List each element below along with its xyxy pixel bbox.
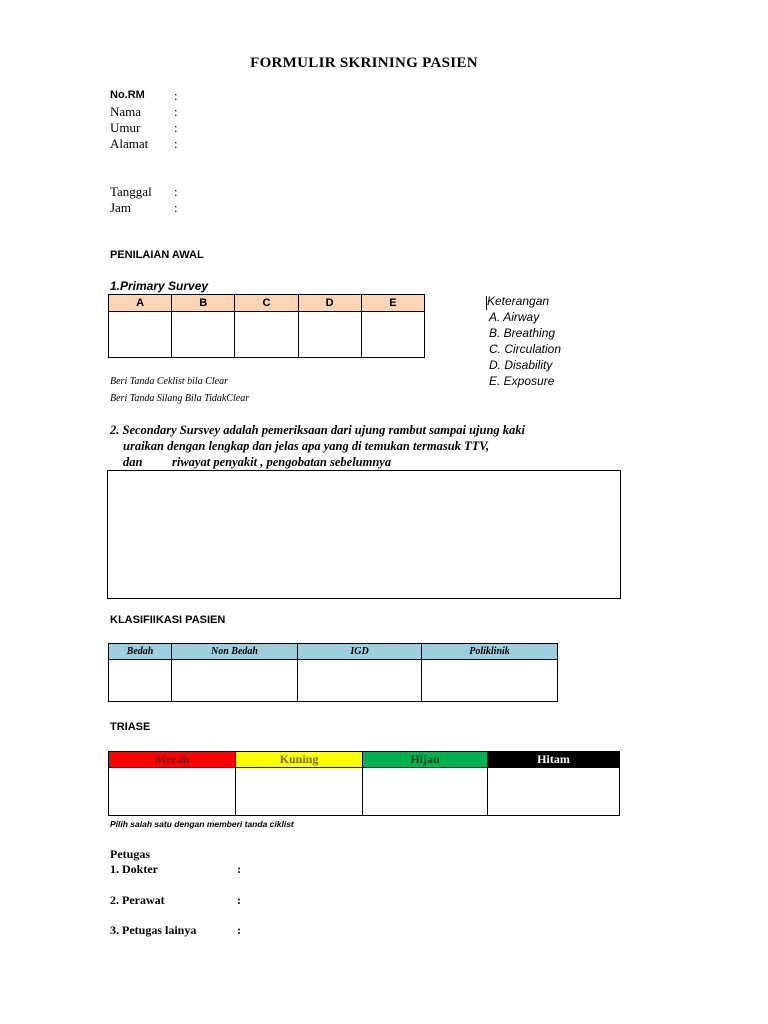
field-colon: : [174, 88, 178, 103]
triase-header-merah: Merah [109, 752, 236, 768]
ps-header-b: B [172, 295, 235, 312]
kl-cell-non-bedah[interactable] [172, 660, 298, 702]
secondary-survey-textbox[interactable] [107, 470, 621, 599]
petugas-perawat-label: 2. Perawat [110, 893, 165, 907]
ps-note-not-clear: Beri Tanda Silang Bila TidakClear [110, 393, 250, 404]
kl-header-igd: IGD [298, 644, 422, 660]
ps-cell-b[interactable] [172, 312, 235, 358]
primary-survey-table [108, 294, 425, 358]
field-colon: : [174, 136, 178, 151]
kl-cell-poliklinik[interactable] [422, 660, 558, 702]
petugas-colon: : [237, 862, 241, 876]
keterangan-title: Keterangan [487, 294, 550, 308]
kl-header-non-bedah: Non Bedah [172, 644, 298, 660]
field-label-umur: Umur [110, 120, 141, 135]
field-colon: : [174, 120, 178, 135]
triase-note: Pilih salah satu dengan memberi tanda ciklist [110, 819, 294, 829]
ps-note-clear: Beri Tanda Ceklist bila Clear [110, 376, 228, 387]
field-colon: : [174, 184, 178, 199]
ps-cell-d[interactable] [298, 312, 361, 358]
field-label-alamat: Alamat [110, 136, 149, 151]
ps-header-e: E [361, 295, 424, 312]
petugas-colon: : [237, 923, 241, 937]
ps-cell-a[interactable] [109, 312, 172, 358]
petugas-heading: Petugas [110, 847, 150, 861]
petugas-colon: : [237, 893, 241, 907]
triase-cell-hitam[interactable] [488, 768, 620, 816]
kl-cell-igd[interactable] [298, 660, 422, 702]
triase-heading: TRIASE [110, 721, 151, 733]
secondary-survey-line1: 2. Secondary Sursvey adalah pemeriksaan dari ujung rambut sampai ujung kaki [110, 423, 526, 437]
triase-header-hijau: Hijau [363, 752, 488, 768]
triase-header-hitam: Hitam [488, 752, 620, 768]
ps-header-c: C [235, 295, 298, 312]
ps-header-d: D [298, 295, 361, 312]
field-label-tanggal: Tanggal [110, 184, 152, 199]
keterangan-item-circulation: C. Circulation [489, 342, 562, 356]
field-colon: : [174, 104, 178, 119]
ps-header-a: A [109, 295, 172, 312]
keterangan-item-disability: D. Disability [489, 358, 553, 372]
keterangan-item-airway: A. Airway [489, 310, 540, 324]
kl-header-poliklinik: Poliklinik [422, 644, 558, 660]
kl-header-bedah: Bedah [109, 644, 172, 660]
kl-cell-bedah[interactable] [109, 660, 172, 702]
form-title: FORMULIR SKRINING PASIEN [250, 55, 478, 71]
keterangan-item-breathing: B. Breathing [489, 326, 556, 340]
field-colon: : [174, 200, 178, 215]
secondary-survey-line3-dan: dan [123, 455, 143, 469]
petugas-dokter-label: 1. Dokter [110, 862, 158, 876]
keterangan-item-exposure: E. Exposure [489, 374, 555, 388]
triase-cell-merah[interactable] [109, 768, 236, 816]
klasifikasi-heading: KLASIFIIKASI PASIEN [110, 614, 226, 626]
field-label-nama: Nama [110, 104, 142, 119]
secondary-survey-line2: uraikan dengan lengkap dan jelas apa yang di temukan termasuk TTV, [123, 439, 490, 453]
secondary-survey-line3: riwayat penyakit , pengobatan sebelumnya [172, 455, 392, 469]
klasifikasi-table [108, 643, 558, 702]
ps-cell-e[interactable] [361, 312, 424, 358]
primary-survey-heading: 1.Primary Survey [110, 279, 209, 293]
petugas-lainya-label: 3. Petugas lainya [110, 923, 197, 937]
triase-cell-hijau[interactable] [363, 768, 488, 816]
triase-table [108, 751, 620, 816]
field-label-jam: Jam [110, 200, 131, 215]
ps-cell-c[interactable] [235, 312, 298, 358]
penilaian-awal-heading: PENILAIAN AWAL [110, 249, 204, 261]
field-label-norm: No.RM [110, 89, 145, 101]
triase-header-kuning: Kuning [236, 752, 363, 768]
triase-cell-kuning[interactable] [236, 768, 363, 816]
